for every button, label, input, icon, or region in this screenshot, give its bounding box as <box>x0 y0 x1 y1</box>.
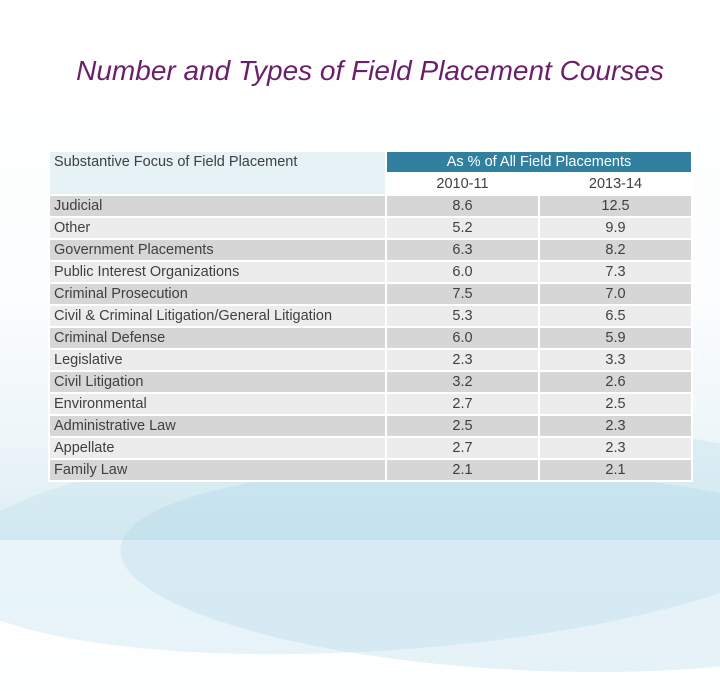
value-2013-14: 6.5 <box>539 305 692 327</box>
value-2010-11: 2.7 <box>386 437 539 459</box>
percent-group-header: As % of All Field Placements <box>386 151 692 173</box>
value-2013-14: 7.3 <box>539 261 692 283</box>
value-2010-11: 8.6 <box>386 195 539 217</box>
value-2013-14: 2.1 <box>539 459 692 481</box>
value-2013-14: 2.3 <box>539 415 692 437</box>
value-2010-11: 2.1 <box>386 459 539 481</box>
table-row <box>49 415 692 437</box>
value-2010-11: 2.7 <box>386 393 539 415</box>
value-2010-11: 6.0 <box>386 327 539 349</box>
value-2010-11: 6.3 <box>386 239 539 261</box>
year-header-2010-11: 2010-11 <box>386 173 539 195</box>
table-row <box>49 371 692 393</box>
table-row <box>49 393 692 415</box>
value-2010-11: 6.0 <box>386 261 539 283</box>
value-2010-11: 7.5 <box>386 283 539 305</box>
row-label: Civil & Criminal Litigation/General Litigation <box>49 305 386 327</box>
row-label: Criminal Prosecution <box>49 283 386 305</box>
row-label: Family Law <box>49 459 386 481</box>
value-2013-14: 9.9 <box>539 217 692 239</box>
value-2013-14: 5.9 <box>539 327 692 349</box>
row-label: Government Placements <box>49 239 386 261</box>
value-2010-11: 3.2 <box>386 371 539 393</box>
value-2013-14: 2.6 <box>539 371 692 393</box>
table-row <box>49 459 692 481</box>
row-label: Public Interest Organizations <box>49 261 386 283</box>
row-label: Civil Litigation <box>49 371 386 393</box>
table-row <box>49 239 692 261</box>
table-row <box>49 437 692 459</box>
value-2013-14: 7.0 <box>539 283 692 305</box>
table-row <box>49 349 692 371</box>
table-row <box>49 217 692 239</box>
value-2013-14: 2.3 <box>539 437 692 459</box>
value-2013-14: 3.3 <box>539 349 692 371</box>
table-row <box>49 283 692 305</box>
table-row <box>49 261 692 283</box>
row-label: Judicial <box>49 195 386 217</box>
table-row <box>49 195 692 217</box>
value-2013-14: 2.5 <box>539 393 692 415</box>
value-2010-11: 2.3 <box>386 349 539 371</box>
value-2013-14: 8.2 <box>539 239 692 261</box>
focus-column-header: Substantive Focus of Field Placement <box>49 151 386 195</box>
value-2010-11: 2.5 <box>386 415 539 437</box>
year-header-2013-14: 2013-14 <box>539 173 692 195</box>
value-2010-11: 5.2 <box>386 217 539 239</box>
value-2013-14: 12.5 <box>539 195 692 217</box>
row-label: Legislative <box>49 349 386 371</box>
row-label: Administrative Law <box>49 415 386 437</box>
value-2010-11: 5.3 <box>386 305 539 327</box>
row-label: Appellate <box>49 437 386 459</box>
row-label: Environmental <box>49 393 386 415</box>
row-label: Criminal Defense <box>49 327 386 349</box>
placement-table <box>48 150 693 482</box>
table-row <box>49 305 692 327</box>
slide-title: Number and Types of Field Placement Courses <box>76 55 664 86</box>
table-row <box>49 327 692 349</box>
row-label: Other <box>49 217 386 239</box>
table-body <box>49 195 692 481</box>
